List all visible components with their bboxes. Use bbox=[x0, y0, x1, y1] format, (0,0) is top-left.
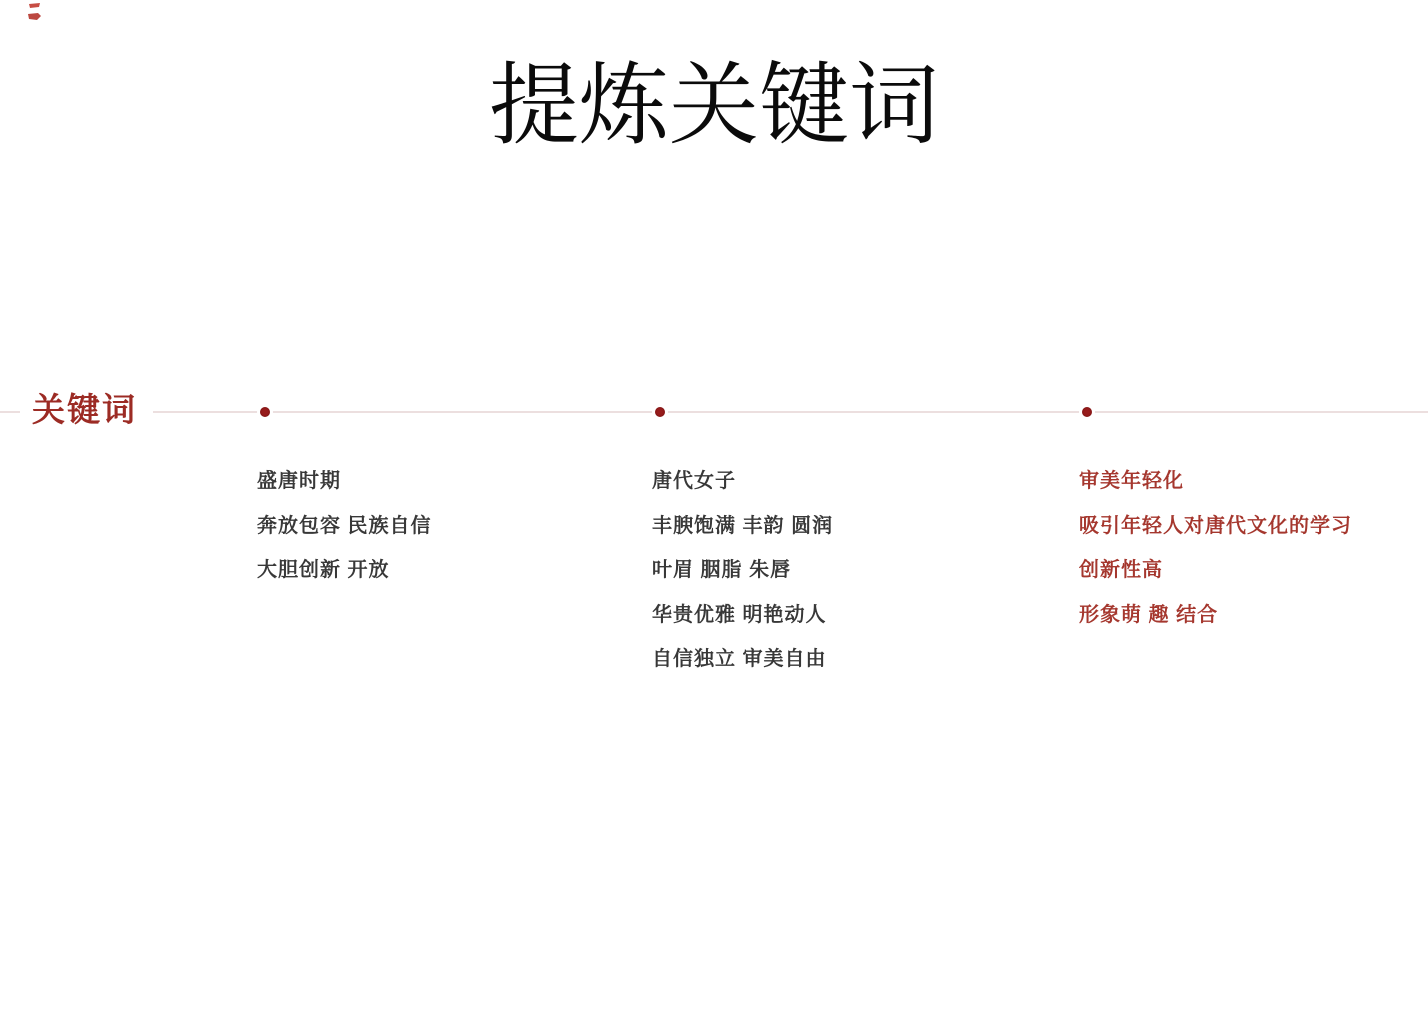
timeline-line bbox=[153, 411, 1428, 413]
keyword-column-3 bbox=[1079, 459, 1352, 637]
keyword-line: 自信独立 审美自由 bbox=[652, 648, 827, 670]
keyword-line: 奔放包容 民族自信 bbox=[257, 514, 432, 537]
keyword-line: 大胆创新 开放 bbox=[257, 559, 390, 581]
keyword-column-1 bbox=[257, 459, 432, 593]
keyword-line: 叶眉 胭脂 朱唇 bbox=[652, 559, 792, 581]
corner-marks-icon bbox=[26, 2, 48, 24]
timeline-dot-2 bbox=[652, 404, 668, 420]
keyword-line: 盛唐时期 bbox=[257, 470, 341, 492]
keyword-section-label: 关键词 bbox=[32, 391, 137, 428]
keyword-line: 审美年轻化 bbox=[1079, 470, 1184, 492]
keyword-line: 华贵优雅 明艳动人 bbox=[652, 603, 827, 626]
keyword-line: 创新性高 bbox=[1079, 559, 1163, 581]
keyword-line: 吸引年轻人对唐代文化的学习 bbox=[1079, 514, 1352, 537]
keyword-column-2 bbox=[652, 459, 833, 682]
timeline-dot-3 bbox=[1079, 404, 1095, 420]
keyword-line: 形象萌 趣 结合 bbox=[1079, 603, 1219, 626]
timeline-line-left bbox=[0, 411, 20, 413]
keyword-line: 丰腴饱满 丰韵 圆润 bbox=[652, 514, 834, 537]
timeline-dot-1 bbox=[257, 404, 273, 420]
page-title: 提炼关键词 bbox=[489, 53, 939, 158]
keyword-line: 唐代女子 bbox=[652, 470, 736, 492]
